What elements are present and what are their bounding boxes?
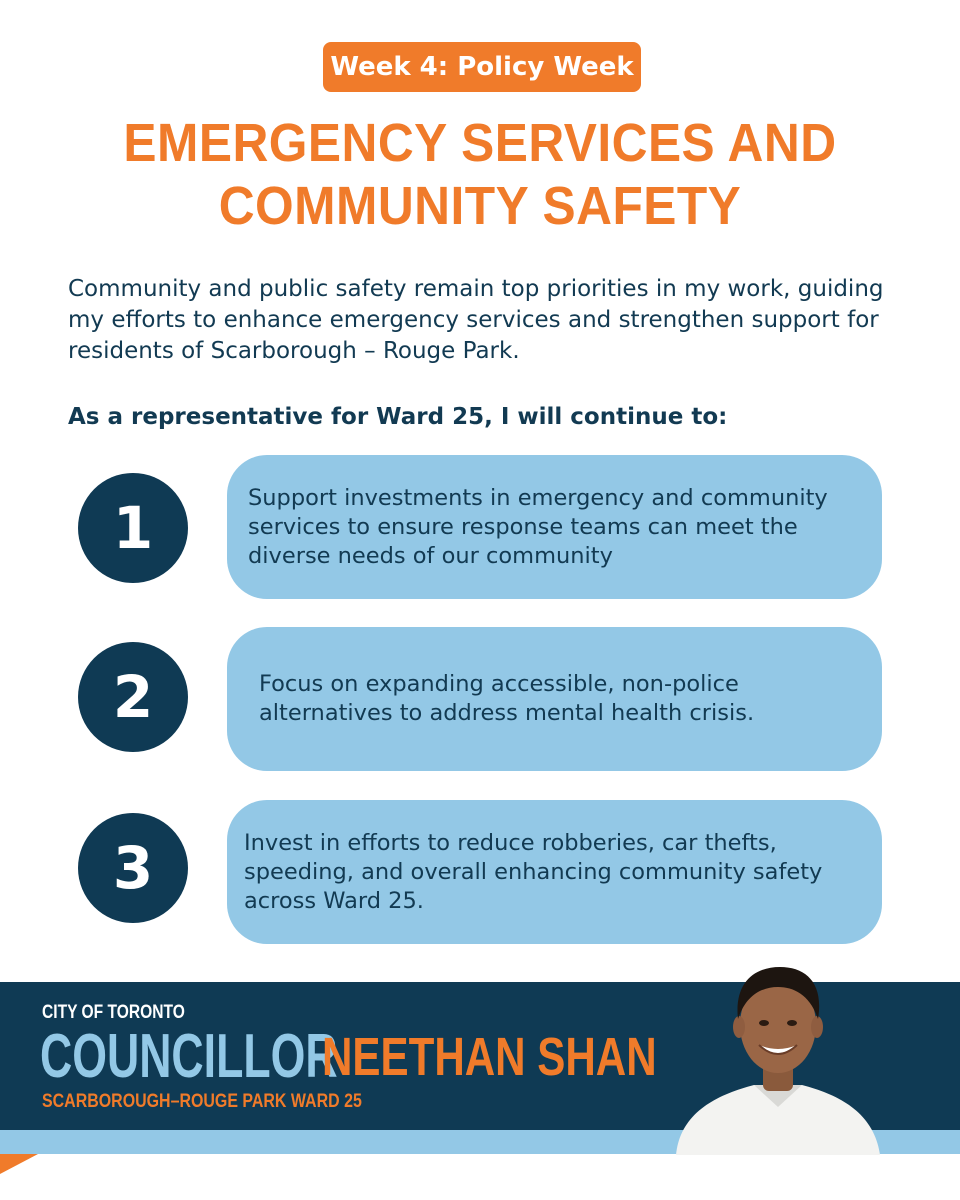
lead-statement: As a representative for Ward 25, I will continue to: — [68, 404, 728, 430]
footer-ward: SCARBOROUGH–ROUGE PARK WARD 25 — [42, 1091, 362, 1112]
item-number-1: 1 — [78, 473, 188, 583]
item-card-2 — [227, 627, 882, 771]
councillor-portrait — [668, 955, 888, 1155]
intro-paragraph: Community and public safety remain top priorities in my work, guiding my efforts to enhance emergency services and strengthen support for residents of Scarborough – Rouge Park. — [68, 276, 884, 364]
item-text-1: Support investments in emergency and community services to ensure response teams can meet the diverse needs of our community — [248, 484, 828, 569]
footer-city: CITY OF TORONTO — [42, 1002, 185, 1023]
title-line-2: COMMUNITY SAFETY — [218, 176, 742, 236]
title-line-1: EMERGENCY SERVICES AND — [123, 113, 837, 173]
item-number-3: 3 — [78, 813, 188, 923]
item-text-2: Focus on expanding accessible, non-police alternatives to address mental health crisis. — [259, 671, 755, 726]
item-number-2: 2 — [78, 642, 188, 752]
page-title — [38, 112, 921, 238]
item-card-3 — [227, 800, 882, 944]
corner-accent — [0, 1154, 38, 1174]
item-card-1 — [227, 455, 882, 599]
item-text-3: Invest in efforts to reduce robberies, car thefts, speeding, and overall enhancing community safety across Ward 25. — [244, 829, 823, 914]
footer-role: COUNCILLOR — [40, 1022, 338, 1091]
footer-name: NEETHAN SHAN — [322, 1027, 657, 1087]
week-badge: Week 4: Policy Week — [323, 42, 641, 92]
